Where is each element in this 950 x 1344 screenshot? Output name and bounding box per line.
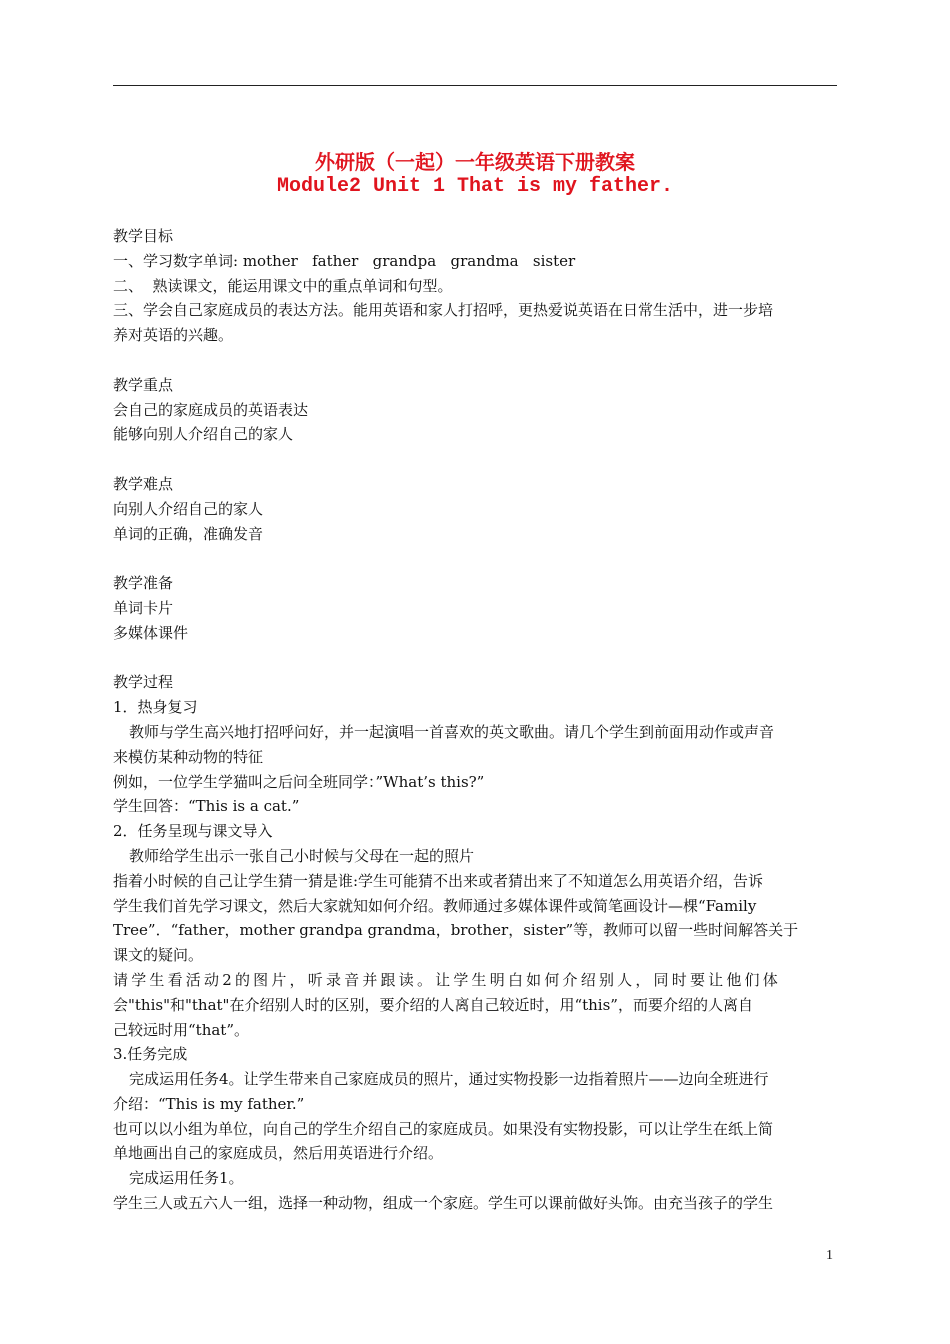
step-title: 2．任务呈现与课文导入 [113,822,273,841]
step-paragraph: 例如，一位学生学猫叫之后问全班同学：”What’s this?” [113,772,485,791]
step-paragraph: 也可以以小组为单位，向自己的学生介绍自己的家庭成员。如果没有实物投影，可以让学生在纸上简 [113,1119,774,1138]
step-paragraph: 指着小时候的自己让学生猜一猜是谁:学生可能猜不出来或者猜出来了不知道怎么用英语介绍，告诉 [113,871,764,890]
page-number: 1 [826,1248,833,1263]
difficulty-item: 单词的正确，准确发音 [113,524,264,543]
step-paragraph: 教师与学生高兴地打招呼问好，并一起演唱一首喜欢的英文歌曲。请几个学生到前面用动作或声音 [129,722,775,741]
step-paragraph: 完成运用任务4。让学生带来自己家庭成员的照片，通过实物投影一边指着照片——边向全班进行 [129,1070,769,1089]
step-paragraph-continued: 己较远时用“that”。 [113,1020,249,1039]
step-paragraph: 教师给学生出示一张自己小时候与父母在一起的照片 [129,846,475,865]
process-heading: 教学过程 [113,673,174,692]
objectives-heading: 教学目标 [113,227,174,245]
spacer [113,447,841,472]
step-title: 3.任务完成 [113,1045,188,1064]
spacer [113,646,841,671]
step-title: 1．热身复习 [113,698,198,717]
objective-item-continued: 养对英语的兴趣。 [113,326,234,345]
step-paragraph: 完成运用任务1。 [129,1169,244,1188]
header-rule [113,85,837,86]
preparation-heading: 教学准备 [113,574,174,593]
document-title: 外研版（一起）一年级英语下册教案 [315,150,635,174]
step-paragraph: 学生三人或五六人一组，选择一种动物，组成一个家庭。学生可以课前做好头饰。由充当孩子的学生 [113,1194,774,1213]
step-paragraph: 学生回答：“This is a cat.” [113,797,300,816]
document-body [113,224,841,1216]
key-point-item: 能够向别人介绍自己的家人 [113,425,294,444]
step-paragraph-continued: 会"this"和"that"在介绍别人时的区别，要介绍的人离自己较近时，用“this”，而要介绍的人离自 [113,995,753,1014]
step-paragraph: 请学生看活动2的图片，听录音并跟读。让学生明白如何介绍别人，同时要让他们体 [113,970,781,989]
preparation-item: 单词卡片 [113,598,174,617]
spacer [113,546,841,571]
difficulty-item: 向别人介绍自己的家人 [113,499,264,518]
step-paragraph-continued: 单地画出自己的家庭成员，然后用英语进行介绍。 [113,1144,444,1163]
step-paragraph-continued: 课文的疑问。 [113,946,204,965]
step-paragraph-continued: Tree”．“father，mother grandpa grandma，brother，sister”等，教师可以留一些时间解答关于 [113,921,799,940]
step-paragraph-continued: 介绍：“This is my father.” [113,1094,305,1113]
step-paragraph-continued: 来模仿某种动物的特征 [113,747,264,766]
objective-item: 一、学习数字单词: mother father grandpa grandma sister [113,251,576,270]
objective-item: 二、 熟读课文，能运用课文中的重点单词和句型。 [113,276,453,295]
document-subtitle: Module2 Unit 1 That is my father. [276,175,674,198]
objective-item: 三、学会自己家庭成员的表达方法。能用英语和家人打招呼，更热爱说英语在日常生活中，进一步培 [113,301,774,320]
key-points-heading: 教学重点 [113,375,174,394]
spacer [113,348,841,373]
key-point-item: 会自己的家庭成员的英语表达 [113,400,309,419]
step-paragraph-continued: 学生我们首先学习课文，然后大家就知如何介绍。教师通过多媒体课件或简笔画设计—棵“Family [113,896,757,915]
preparation-item: 多媒体课件 [113,623,189,642]
difficulties-heading: 教学难点 [113,474,174,493]
